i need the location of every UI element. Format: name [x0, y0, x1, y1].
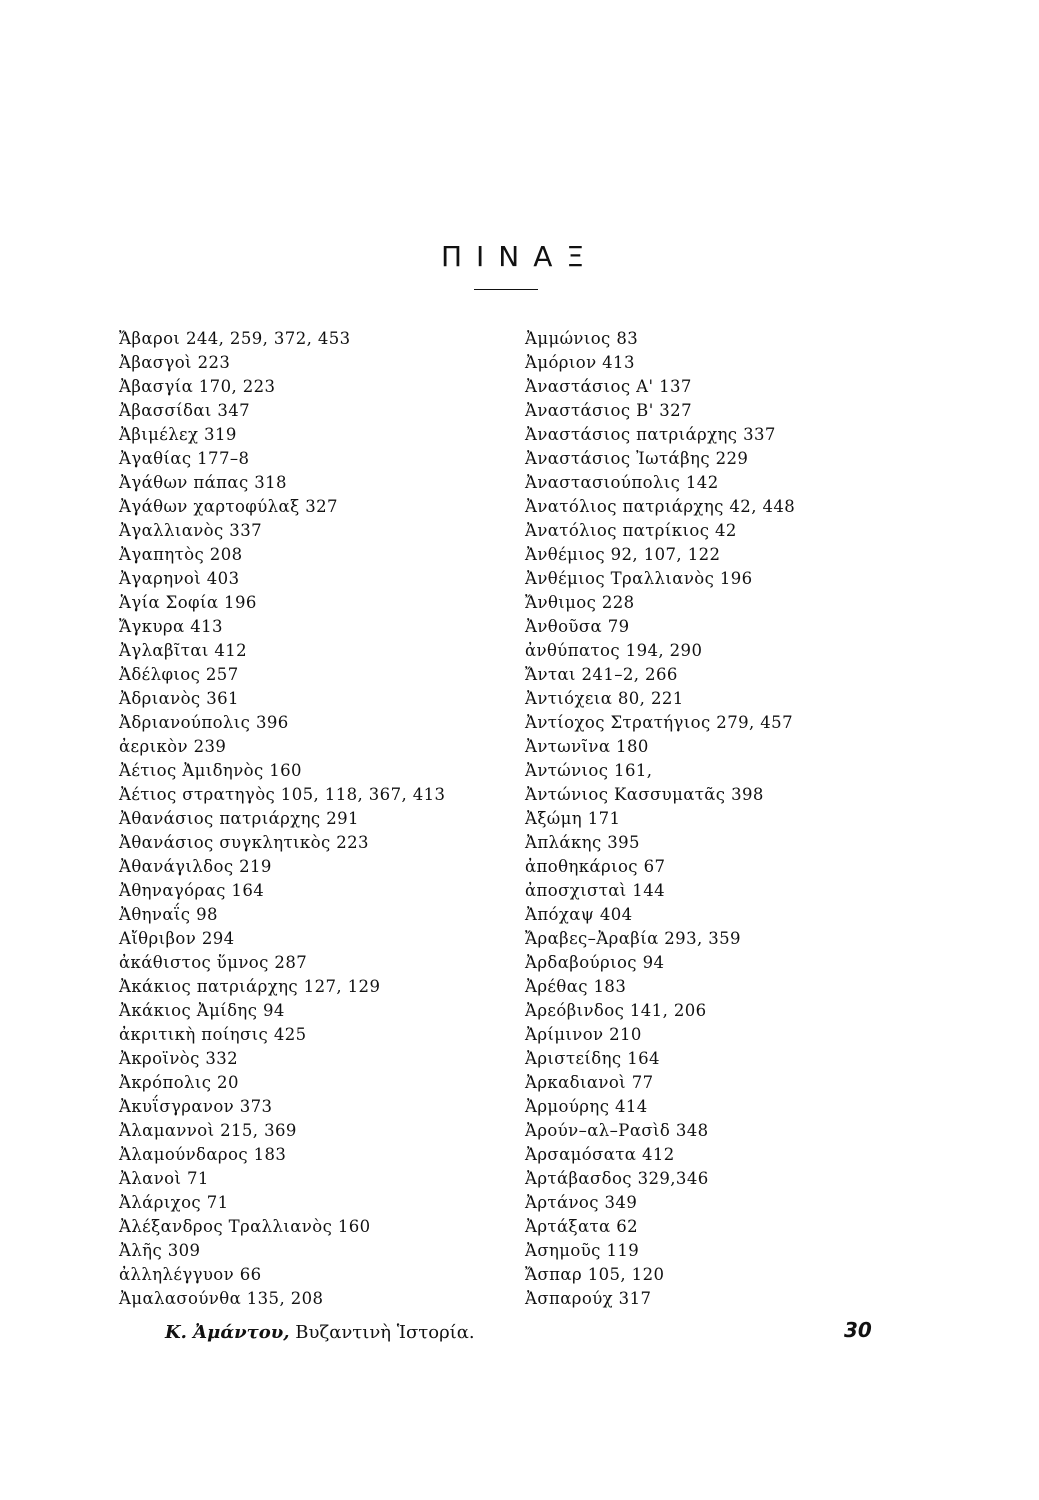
index-entry: ἀποσχισταὶ 144 — [525, 881, 665, 900]
index-entry: Ἀκροϊνὸς 332 — [119, 1049, 239, 1068]
index-entry: Ἀρτάβασδος 329,346 — [525, 1169, 709, 1188]
index-entry: Ἀθηναγόρας 164 — [119, 881, 265, 900]
index-entry: Ἀσημοῦς 119 — [525, 1241, 640, 1260]
footer-citation — [165, 1322, 475, 1343]
index-entry: Ἀλανοὶ 71 — [119, 1169, 209, 1188]
index-entry: Ἀδριανούπολις 396 — [119, 713, 289, 732]
index-entry: Ἀβασγοὶ 223 — [119, 353, 231, 372]
index-entry: Ἀγαθίας 177–8 — [119, 449, 250, 468]
index-entry: Ἀέτιος στρατηγὸς 105, 118, 367, 413 — [119, 785, 446, 804]
index-entry: Ἀρκαδιανοὶ 77 — [525, 1073, 654, 1092]
page-number: 30 — [844, 1318, 872, 1342]
index-entry: Ἀναστάσιος Ἰωτάβης 229 — [525, 449, 749, 468]
index-entry: Ἁγία Σοφία 196 — [119, 593, 257, 612]
index-entry: Ἀδέλφιος 257 — [119, 665, 239, 684]
index-entry: Ἀμμώνιος 83 — [525, 329, 639, 348]
index-entry: Ἀπόχαψ 404 — [525, 905, 633, 924]
index-entry: Ἀντιόχεια 80, 221 — [525, 689, 684, 708]
index-entry: Ἀγαλλιανὸς 337 — [119, 521, 262, 540]
index-entry: Ἀμόριον 413 — [525, 353, 635, 372]
index-entry: Ἀρδαβούριος 94 — [525, 953, 665, 972]
index-entry: Ἀναστάσιος Α' 137 — [525, 377, 692, 396]
index-entry: Ἀγάθων πάπας 318 — [119, 473, 287, 492]
index-entry: Ἀπλάκης 395 — [525, 833, 640, 852]
index-entry: Ἀθανάσιος συγκλητικὸς 223 — [119, 833, 369, 852]
index-entry: Ἄνθιμος 228 — [525, 593, 635, 612]
index-entry: ἀκάθιστος ὕμνος 287 — [119, 953, 308, 972]
index-entry: Ἀσπαρούχ 317 — [525, 1289, 652, 1308]
index-entry: Ἀνθέμιος 92, 107, 122 — [525, 545, 721, 564]
index-entry: Ἀρμούρης 414 — [525, 1097, 648, 1116]
index-entry: Ἀνθέμιος Τραλλιανὸς 196 — [525, 569, 753, 588]
page-title: ΠΙΝΑΞ — [440, 240, 599, 273]
index-entry: Ἀβασσίδαι 347 — [119, 401, 251, 420]
index-entry: Ἀρίμινον 210 — [525, 1025, 642, 1044]
footer-author: Κ. Ἀμάντου, — [165, 1322, 290, 1343]
index-entry: Ἀκάκιος Ἀμίδης 94 — [119, 1001, 285, 1020]
title-rule — [474, 289, 538, 290]
index-entry: Ἀγαπητὸς 208 — [119, 545, 243, 564]
index-entry: Ἀρέθας 183 — [525, 977, 627, 996]
index-entry: Ἀγαρηνοὶ 403 — [119, 569, 240, 588]
index-entry: Ἀρεόβινδος 141, 206 — [525, 1001, 707, 1020]
index-entry: Ἀναστάσιος πατριάρχης 337 — [525, 425, 776, 444]
index-entry: Ἀριστείδης 164 — [525, 1049, 660, 1068]
index-entry: Ἀλαμαννοὶ 215, 369 — [119, 1121, 297, 1140]
index-entry: Ἀλάριχος 71 — [119, 1193, 229, 1212]
index-entry: Ἀντίοχος Στρατήγιος 279, 457 — [525, 713, 793, 732]
index-entry: Ἀλαμούνδαρος 183 — [119, 1145, 287, 1164]
index-entry: Ἀντώνιος 161, — [525, 761, 653, 780]
index-entry: Ἀξώμη 171 — [525, 809, 621, 828]
index-entry: Ἀκυΐσγρανον 373 — [119, 1097, 273, 1116]
index-entry: Ἀκάκιος πατριάρχης 127, 129 — [119, 977, 381, 996]
index-entry: Ἀρτάνος 349 — [525, 1193, 638, 1212]
index-entry: Ἀρσαμόσατα 412 — [525, 1145, 675, 1164]
index-entry: ἀλληλέγγυον 66 — [119, 1265, 262, 1284]
index-entry: Ἀγλαβῖται 412 — [119, 641, 248, 660]
index-entry: Ἀκρόπολις 20 — [119, 1073, 239, 1092]
index-entry: ἀκριτικὴ ποίησις 425 — [119, 1025, 307, 1044]
index-entry: Ἀγάθων χαρτοφύλαξ 327 — [119, 497, 338, 516]
index-entry: Ἀναστασιούπολις 142 — [525, 473, 719, 492]
index-column-left — [119, 327, 499, 1311]
index-entry: Ἄνται 241–2, 266 — [525, 665, 678, 684]
index-entry: Ἀναστάσιος Β' 327 — [525, 401, 692, 420]
index-entry: Αἴθριβον 294 — [119, 929, 235, 948]
index-entry: Ἀντωνῖνα 180 — [525, 737, 649, 756]
index-entry: Ἀέτιος Ἀμιδηνὸς 160 — [119, 761, 302, 780]
index-entry: Ἀβασγία 170, 223 — [119, 377, 276, 396]
index-entry: Ἀβιμέλεχ 319 — [119, 425, 237, 444]
index-entry: Ἀρτάξατα 62 — [525, 1217, 639, 1236]
index-entry: Ἄσπαρ 105, 120 — [525, 1265, 665, 1284]
index-entry: Ἀλῆς 309 — [119, 1241, 201, 1260]
index-entry: ἀποθηκάριος 67 — [525, 857, 666, 876]
index-entry: Ἀδριανὸς 361 — [119, 689, 239, 708]
index-entry: Ἀμαλασούνθα 135, 208 — [119, 1289, 324, 1308]
index-entry: Ἀθανάγιλδος 219 — [119, 857, 272, 876]
index-entry: Ἀντώνιος Κασσυματᾶς 398 — [525, 785, 764, 804]
index-entry: ἀερικὸν 239 — [119, 737, 227, 756]
footer-work: Βυζαντινὴ Ἱστορία. — [295, 1322, 475, 1343]
index-entry: Ἀνατόλιος πατριάρχης 42, 448 — [525, 497, 796, 516]
index-entry: Ἀνατόλιος πατρίκιος 42 — [525, 521, 737, 540]
index-entry: Ἀρούν–αλ–Ρασὶδ 348 — [525, 1121, 709, 1140]
index-entry: Ἀθηναΐς 98 — [119, 905, 218, 924]
index-entry: Ἀλέξανδρος Τραλλιανὸς 160 — [119, 1217, 371, 1236]
index-entry: Ἄγκυρα 413 — [119, 617, 223, 636]
index-entry: Ἄραβες–Ἀραβία 293, 359 — [525, 929, 741, 948]
index-entry: Ἀνθοῦσα 79 — [525, 617, 630, 636]
index-column-right — [525, 327, 925, 1311]
index-entry: Ἀθανάσιος πατριάρχης 291 — [119, 809, 359, 828]
index-entry: Ἄβαροι 244, 259, 372, 453 — [119, 329, 351, 348]
index-entry: ἀνθύπατος 194, 290 — [525, 641, 703, 660]
